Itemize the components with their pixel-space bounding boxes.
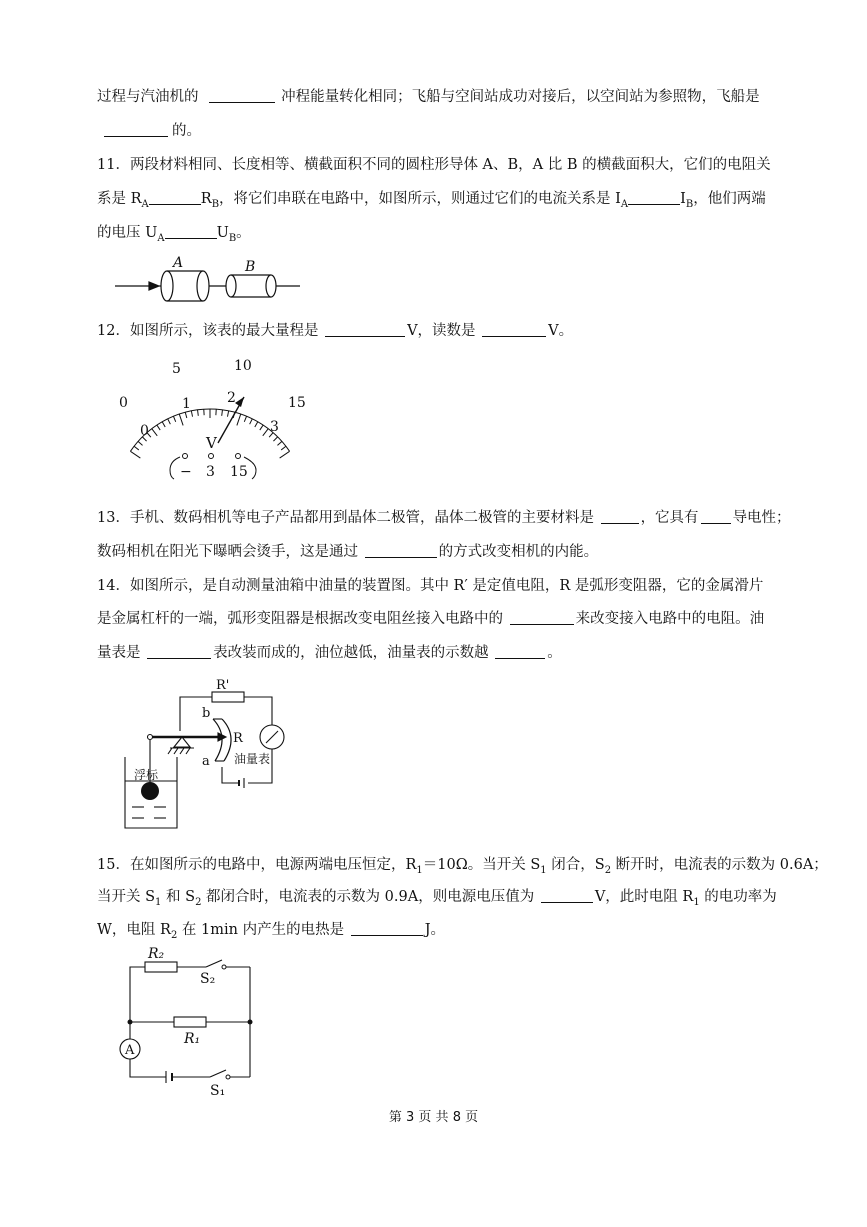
- scale-top-15: 15: [288, 395, 306, 411]
- q11-text: ，将它们串联在电路中，如图所示，则通过它们的电流关系是 I: [219, 191, 621, 207]
- q15-text: 15．在如图所示的电路中，电源两端电压恒定，R: [97, 857, 417, 873]
- scale-top-5: 5: [172, 361, 181, 377]
- label-r2: R₂: [148, 946, 165, 962]
- q15-sub: 1: [155, 896, 162, 908]
- q11-sub: A: [141, 198, 149, 210]
- q11-text: R: [200, 191, 212, 207]
- q15-text: 断开时，电流表的示数为 0.6A；: [611, 857, 828, 873]
- q15-circuit-figure: [110, 945, 270, 1099]
- q11-conductor-figure: [115, 255, 305, 305]
- pivot-icon: [174, 737, 190, 747]
- q15-line3: [97, 921, 445, 945]
- voltmeter-figure: [110, 355, 310, 485]
- q13-blank-2[interactable]: [701, 509, 731, 524]
- label-r1: R₁: [184, 1031, 201, 1047]
- q11-blank-2[interactable]: [628, 190, 680, 205]
- meter-tick: [198, 410, 199, 416]
- q11-sub: B: [228, 232, 237, 244]
- cylinder-b-body: [266, 275, 276, 297]
- q12-text: V。: [548, 323, 574, 339]
- meter-tick: [244, 416, 246, 422]
- q15-blank-1[interactable]: [541, 888, 593, 903]
- q15-text: 和 S: [161, 889, 196, 905]
- q11-text: 的电压 U: [97, 225, 158, 241]
- switch-s1: [210, 1070, 226, 1077]
- q14-text: 量表是: [97, 645, 141, 661]
- q14-blank-2[interactable]: [147, 644, 211, 659]
- q11-text: 系是 R: [97, 191, 142, 207]
- q15-text: 在 1min 内产生的电热是: [177, 922, 345, 938]
- current-arrow-icon: [149, 282, 159, 290]
- q12-blank-2[interactable]: [482, 322, 546, 337]
- meter-tick: [130, 451, 140, 458]
- q15-sub: 1: [416, 864, 423, 876]
- scale-bottom-0: 0: [140, 423, 149, 439]
- q11-blank-3[interactable]: [165, 224, 217, 239]
- meter-tick: [273, 437, 277, 441]
- q10-text-a: 过程与汽油机的: [97, 89, 199, 105]
- q11-line3: [97, 224, 251, 248]
- q14-line2: [97, 610, 764, 628]
- meter-tick: [138, 441, 142, 445]
- q15-line2: [97, 888, 777, 912]
- q13-blank-1[interactable]: [601, 509, 639, 524]
- q10-line2: [104, 122, 201, 140]
- q10-text-c: 的。: [172, 123, 201, 139]
- q15-sub: 2: [195, 896, 202, 908]
- terminal-3: 3: [206, 464, 215, 480]
- meter-tick: [173, 416, 175, 422]
- q15-blank-2[interactable]: [351, 921, 423, 936]
- q15-sub: 2: [170, 929, 178, 941]
- q13-line2: [97, 543, 598, 561]
- meter-tick: [134, 446, 139, 450]
- q10-blank-1[interactable]: [209, 88, 275, 103]
- label-oil-gauge: 油量表: [234, 752, 271, 766]
- q15-text: ＝10Ω。当开关 S: [422, 857, 541, 873]
- q10-text-b: 冲程能量转化相同；飞船与空间站成功对接后，以空间站为参照物，飞船是: [281, 89, 760, 105]
- meter-tick: [281, 446, 286, 450]
- q15-sub: 1: [540, 864, 547, 876]
- wire-left-terminal: [170, 457, 180, 479]
- scale-top-10: 10: [234, 358, 252, 374]
- meter-tick: [250, 419, 253, 424]
- label-ammeter: A: [125, 1043, 135, 1058]
- cylinder-b-end: [226, 275, 236, 297]
- label-r-prime: R': [216, 678, 230, 693]
- q11-line2: [97, 190, 766, 214]
- q13-line1: [97, 509, 791, 527]
- q11-sub: A: [620, 198, 629, 210]
- junction-right: [248, 1020, 253, 1025]
- q11-text: I: [680, 191, 686, 207]
- meter-tick: [185, 412, 187, 418]
- q10-blank-2[interactable]: [104, 122, 168, 137]
- q11-blank-1[interactable]: [149, 190, 201, 205]
- scale-bottom-3: 3: [270, 419, 279, 435]
- q15-text: 当开关 S: [97, 889, 156, 905]
- q15-text: 闭合，S: [546, 857, 605, 873]
- scale-bottom-1: 1: [182, 396, 191, 412]
- q12-text: V，读数是: [407, 323, 476, 339]
- float-ball: [141, 782, 159, 800]
- meter-tick: [263, 429, 268, 436]
- junction-left: [128, 1020, 133, 1025]
- q15-text: 都闭合时，电流表的示数为 0.9A，则电源电压值为: [201, 889, 535, 905]
- q13-text: 的方式改变相机的内能。: [438, 544, 599, 560]
- terminal-15: 15: [230, 464, 248, 480]
- scale-top-0: 0: [119, 395, 128, 411]
- q13-blank-3[interactable]: [365, 543, 437, 558]
- meter-unit-v: V: [206, 434, 217, 452]
- q13-text: ，它具有: [640, 510, 699, 526]
- q14-blank-1[interactable]: [510, 610, 574, 625]
- oil-gauge-figure: [120, 675, 295, 835]
- q11-sub: B: [685, 198, 694, 210]
- resistor-r2: [145, 962, 177, 972]
- q15-text: V，此时电阻 R: [594, 889, 694, 905]
- q14-line3: [97, 644, 562, 662]
- q14-text: 。: [547, 645, 562, 661]
- meter-tick: [191, 411, 192, 417]
- label-b: b: [202, 706, 211, 721]
- q13-text: 数码相机在阳光下曝晒会烫手，这是通过: [97, 544, 358, 560]
- resistor-r1: [174, 1017, 206, 1027]
- meter-tick: [227, 411, 228, 417]
- meter-tick: [280, 451, 290, 458]
- meter-tick: [168, 419, 171, 424]
- q11-text: ，他们两端: [693, 191, 766, 207]
- label-s1: S₁: [210, 1083, 226, 1099]
- q15-line1: [97, 856, 828, 880]
- q15-sub: 2: [604, 864, 612, 876]
- cylinder-a-body: [197, 271, 209, 301]
- q14-line1: 14．如图所示，是自动测量油箱中油量的装置图。其中 R′ 是定值电阻，R 是弧形变阻器，它的金属滑片: [97, 578, 764, 594]
- cylinder-a-end: [161, 271, 173, 301]
- needle-arrow-icon: [235, 397, 244, 407]
- terminal-minus: −: [180, 464, 192, 480]
- resistor-r-prime: [212, 692, 244, 702]
- q11-text: U: [216, 225, 229, 241]
- label-b: B: [245, 259, 256, 275]
- q10-line1: [97, 88, 760, 106]
- q15-text: J。: [424, 922, 446, 938]
- meter-tick: [237, 414, 241, 425]
- meter-tick: [255, 422, 258, 427]
- q11-line1: 11．两段材料相同、长度相等、横截面积不同的圆柱形导体 A、B，A 比 B 的横截面积大，它们的电阻关: [97, 157, 771, 173]
- q15-sub: 1: [693, 896, 700, 908]
- q11-sub: B: [211, 198, 220, 210]
- q12-text: 12．如图所示，该表的最大量程是: [97, 323, 319, 339]
- meter-tick: [179, 414, 183, 425]
- page-footer: 第 3 页 共 8 页: [388, 1110, 479, 1125]
- q12-line1: [97, 322, 573, 340]
- q12-blank-1[interactable]: [325, 322, 405, 337]
- q14-blank-3[interactable]: [495, 644, 545, 659]
- q14-text: 表改装而成的，油位越低，油量表的示数越: [213, 645, 489, 661]
- q14-text: 是金属杠杆的一端，弧形变阻器是根据改变电阻丝接入电路中的: [97, 611, 503, 627]
- meter-tick: [222, 410, 223, 416]
- q15-text: W，电阻 R: [97, 922, 171, 938]
- q11-text: 。: [236, 225, 251, 241]
- meter-tick: [162, 422, 165, 427]
- q14-text: 来改变接入电路中的电阻。油: [575, 611, 765, 627]
- label-float: 浮标: [134, 768, 159, 782]
- meter-tick: [157, 425, 160, 430]
- switch-s2: [206, 960, 222, 967]
- q15-text: 的电功率为: [699, 889, 777, 905]
- label-a: a: [202, 754, 210, 769]
- label-s2: S₂: [200, 971, 216, 987]
- q11-sub: A: [157, 232, 165, 244]
- label-a: A: [173, 255, 184, 271]
- label-r: R: [233, 731, 243, 746]
- meter-tick: [152, 429, 157, 436]
- q13-text: 13．手机、数码相机等电子产品都用到晶体二极管，晶体二极管的主要材料是: [97, 510, 594, 526]
- meter-tick: [277, 441, 281, 445]
- meter-tick: [260, 425, 263, 430]
- scale-bottom-2: 2: [227, 390, 236, 406]
- q13-text: 导电性；: [732, 510, 791, 526]
